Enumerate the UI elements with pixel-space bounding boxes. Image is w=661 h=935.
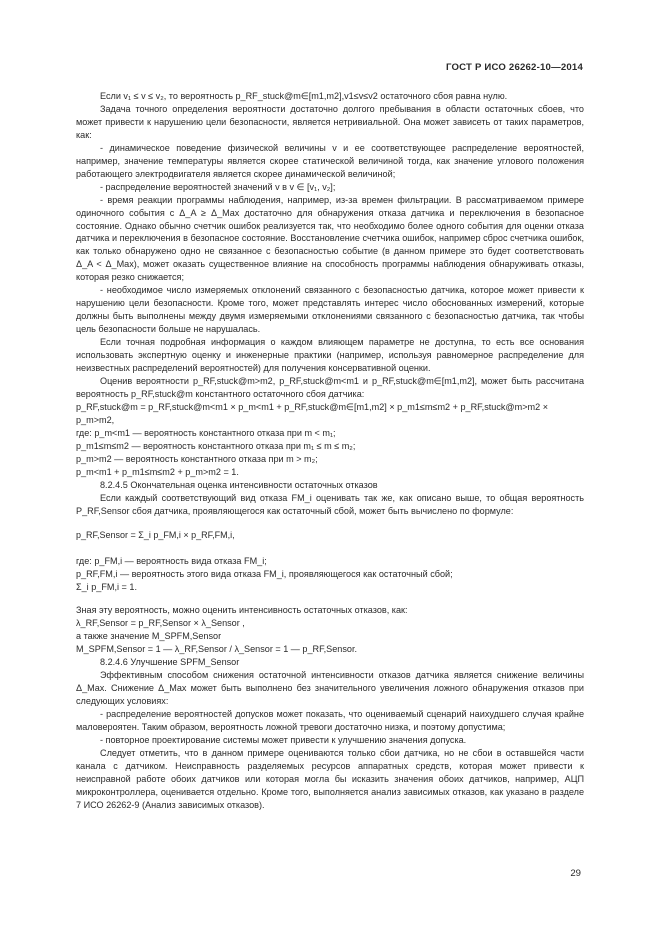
paragraph-line: а также значение M_SPFM,Sensor [76,631,222,642]
paragraph-line: - динамическое поведение физической величины v и ее соответствующее распределение вероятностей, например, значение температуры является скорее статической величиной тогда, как значение углового положения работающего электродвигателя является скорее динамической величиной; [76,142,584,179]
paragraph-line: Если v₁ ≤ v ≤ v₂, то вероятность p_RF_stuck@m∈[m1,m2],v1≤v≤v2 остаточного сбоя равна нулю. [100,91,508,101]
formula-sensor-probability [76,525,584,547]
standard-header: ГОСТ Р ИСО 26262-10—2014 [445,62,583,73]
paragraph-line: Зная эту вероятность, можно оценить интенсивность остаточных отказов, как: [76,605,408,616]
paragraph-line: p_RF,FM,i — вероятность этого вида отказа FM_i, проявляющегося как остаточный сбой; [76,569,453,580]
paragraph-line: Следует отметить, что в данном примере оцениваются только сбои датчика, но не сбои в оставшейся части канала с датчиком. Неисправность разделяемых ресурсов аппаратных средств, которая может привести к неисправной работе обоих датчиков или которая могла бы исказить значения обоих датчиков, например, АЦП микроконтроллера, оценивается отдельно. Кроме того, выполняется анализ зависимых отказов, как указано в разделе 7 ИСО 26262-9 (Анализ зависимых отказов). [76,747,584,810]
page-number: 29 [570,868,581,879]
paragraph-line: Σ_i p_FM,i = 1. [76,582,137,593]
paragraph-line: p_m1≤m≤m2 — вероятность константного отказа при m₁ ≤ m ≤ m₂; [76,440,356,451]
paragraph-line: 8.2.4.6 Улучшение SPFM_Sensor [100,657,240,668]
formula-text: p_RF,Sensor = Σ_i p_FM,i × p_RF,FM,i, [76,530,235,541]
paragraph-line: 8.2.4.5 Окончательная оценка интенсивности остаточных отказов [100,479,378,490]
paragraph-line: p_RF,stuck@m = p_RF,stuck@m<m1 × p_m<m1 + p_RF,stuck@m∈[m1,m2] × p_m1≤m≤m2 + p_RF,stuck@m>m2 × p_m>m2, [76,401,549,425]
paragraph-line: - распределение вероятностей допусков может показать, что оцениваемый сценарий наихудшего случая крайне маловероятен. Таким образом, вероятность ложной тревоги достаточно низка, и поэтому допустима; [76,708,584,732]
paragraph-line: Задача точного определения вероятности достаточно долгого пребывания в области остаточных сбоев, что может привести к нарушению цели безопасности, является нетривиальной. Она может зависеть от таких параметров, как: [76,103,584,140]
paragraph-line: Если каждый соответствующий вид отказа FM_i оценивать так же, как описано выше, то общая вероятность P_RF,Sensor сбоя датчика, проявляющегося как остаточный сбой, может быть вычислено по формуле: [76,492,584,516]
paragraph-line: - повторное проектирование системы может привести к улучшению значения допуска. [100,734,467,745]
paragraph-line: Если точная подробная информация о каждом влияющем параметре не доступна, то есть все основания использовать экспертную оценку и инженерные практики (например, используя равномерное распределение для неизвестных распределений вероятностей) для получения консервативной оценки. [76,337,584,374]
paragraph-line: - время реакции программы наблюдения, например, из-за времен фильтрации. В рассматриваемом примере одиночного события с Δ_A ≥ Δ_Max достаточно для обнаружения отказа датчика и переключения в безопасное состояние. Однако обычно счетчик ошибок реализуется так, что необходимо более одного события для оценки отказа датчика и переключения в безопасное состояние. Восстановление счетчика ошибок, например сброс счетчика ошибок, как только обнаружено одно не связанное с безопасностью событие (в данном примере это будет соответствовать Δ_A < Δ_Max), может оказать существенное влияние на способность программы наблюдения обнаруживать отказы, которая резко снижается; [76,194,584,283]
text-section-2 [76,555,584,594]
paragraph-line: где: p_m<m1 — вероятность константного отказа при m < m₁; [76,427,336,438]
paragraph-line: p_m<m1 + p_m1≤m≤m2 + p_m>m2 = 1. [76,466,239,477]
paragraph-line: p_m>m2 — вероятность константного отказа при m > m₂; [76,453,318,464]
text-section-1 [76,90,584,517]
document-body [76,90,584,812]
paragraph-line: Оценив вероятности p_RF,stuck@m>m2, p_RF,stuck@m<m1 и p_RF,stuck@m∈[m1,m2], может быть рассчитана вероятность p_RF,stuck@m константного остаточного сбоя датчика: [76,375,584,399]
paragraph-line: - необходимое число измеряемых отклонений связанного с безопасностью датчика, которое может привести к нарушению цели безопасности. Кроме того, может представлять интерес число обоснованных измерений, которые должны быть выполнены между двумя измеряемыми отклонениями связанного с безопасностью датчика, так чтобы цель безопасности больше не нарушалась. [76,285,584,335]
paragraph-line: M_SPFM,Sensor = 1 — λ_RF,Sensor / λ_Sensor = 1 — p_RF,Sensor. [76,644,358,655]
paragraph-line: - распределение вероятностей значений v в v ∈ [v₁, v₂]; [100,181,336,192]
text-section-3 [76,604,584,811]
paragraph-line: Эффективным способом снижения остаточной интенсивности отказов датчика является снижение величины Δ_Max. Снижение Δ_Max может быть выполнено без значительного увеличения ложного обнаружения отказов при следующих условиях: [76,670,584,706]
paragraph-line: где: p_FM,i — вероятность вида отказа FM_i; [76,556,267,567]
paragraph-line: λ_RF,Sensor = p_RF,Sensor × λ_Sensor , [76,618,245,629]
